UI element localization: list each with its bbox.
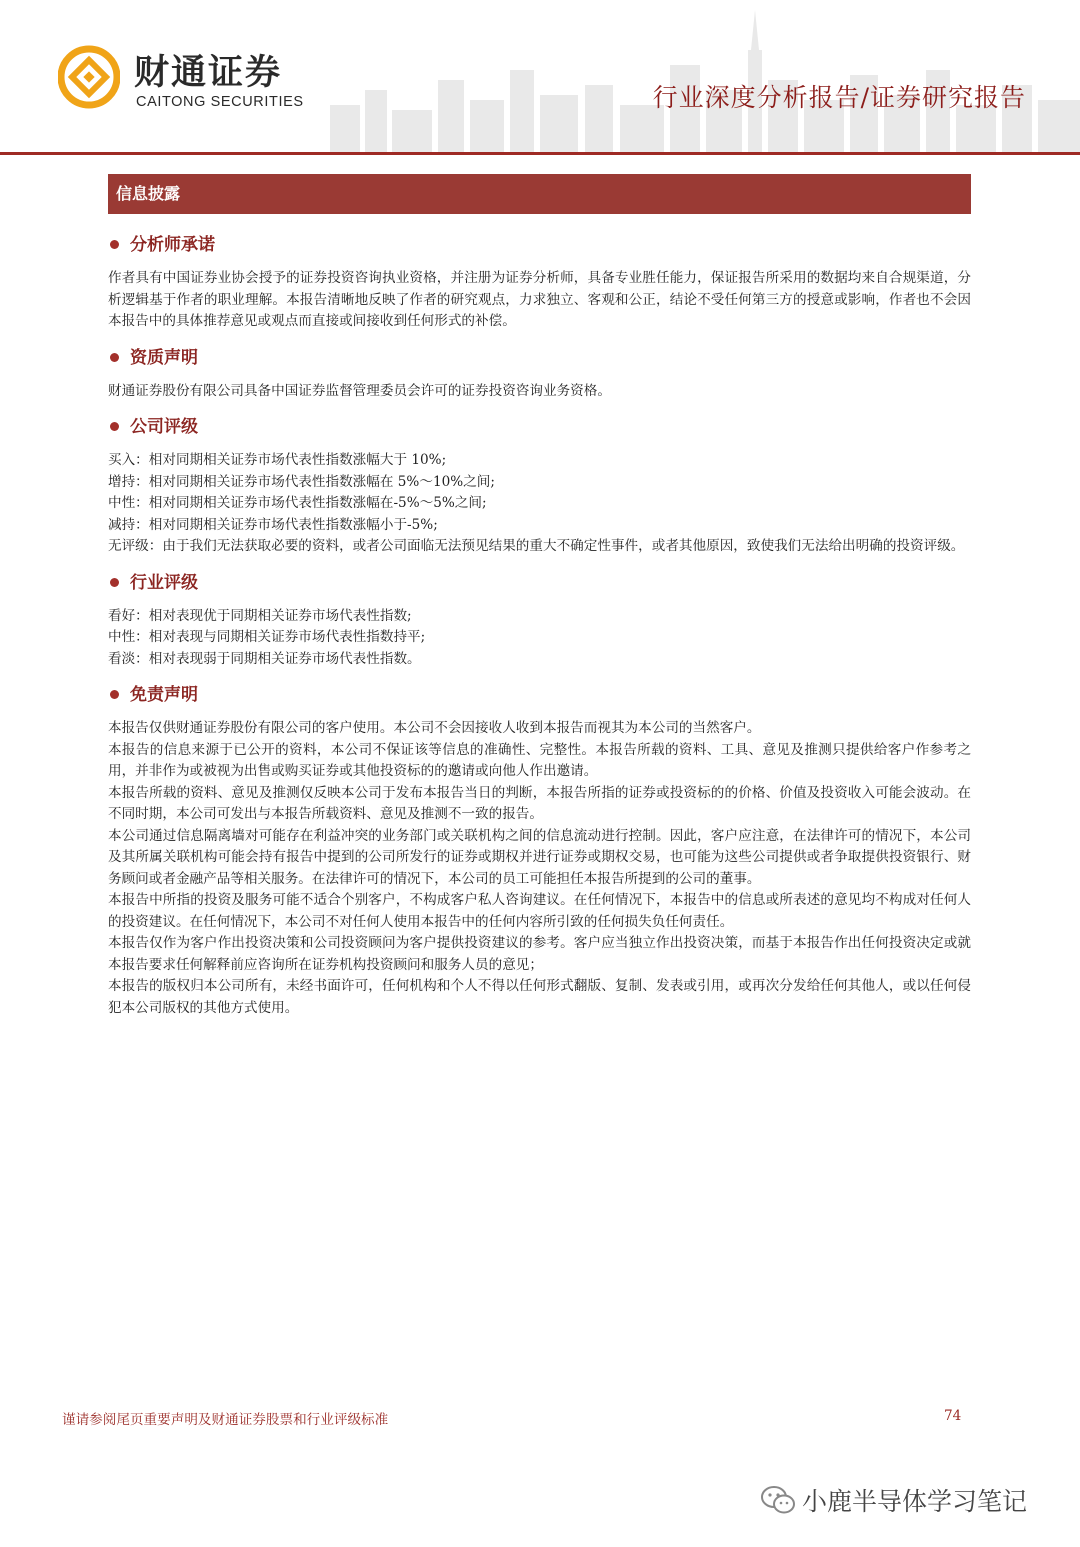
- logo-english-name: CAITONG SECURITIES: [136, 94, 304, 110]
- rating-line-buy: 买入：相对同期相关证券市场代表性指数涨幅大于 10%;: [108, 452, 447, 468]
- disclaimer-section: [108, 718, 971, 1019]
- bullet-icon: [110, 240, 119, 249]
- disclaimer-paragraph: 本报告仅作为客户作出投资决策和公司投资顾问为客户提供投资建议的参考。客户应当独立作出投资决策，而基于本报告作出任何投资决定或就本报告要求任何解释前应咨询所在证券机构投资顾问和服务人员的意见；: [108, 935, 971, 973]
- qualification-heading: [108, 343, 971, 373]
- company-rating-heading-text: 公司评级: [130, 417, 198, 437]
- disclaimer-paragraph: 本报告的信息来源于已公开的资料，本公司不保证该等信息的准确性、完整性。本报告所载的资料、工具、意见及推测只提供给客户作参考之用，并非作为或被视为出售或购买证券或其他投资标的的邀请或向他人作出邀请。: [108, 741, 971, 779]
- bullet-icon: [110, 422, 119, 431]
- disclaimer-heading-text: 免责声明: [130, 685, 198, 705]
- bullet-icon: [110, 690, 119, 699]
- industry-line-positive: 看好：相对表现优于同期相关证券市场代表性指数;: [108, 607, 412, 624]
- disclaimer-paragraph: 本报告的版权归本公司所有，未经书面许可，任何机构和个人不得以任何形式翻版、复制、发表或引用，或再次分发给任何其他人，或以任何侵犯本公司版权的其他方式使用。: [108, 978, 971, 1016]
- industry-line-neutral: 中性：相对表现与同期相关证券市场代表性指数持平;: [108, 629, 426, 645]
- rating-line-overweight: 增持：相对同期相关证券市场代表性指数涨幅在 5%～10%之间;: [108, 473, 495, 490]
- footer-note: 谨请参阅尾页重要声明及财通证券股票和行业评级标准: [62, 1412, 389, 1428]
- bullet-icon: [110, 578, 119, 587]
- disclaimer-paragraph: 本公司通过信息隔离墙对可能存在利益冲突的业务部门或关联机构之间的信息流动进行控制。因此，客户应注意，在法律许可的情况下，本公司及其所属关联机构可能会持有报告中提到的公司所发行的证券或期权并进行证券或期权交易，也可能为这些公司提供或者争取提供投资银行、财务顾问或者金融产品等相关服务。在法律许可的情况下，本公司的员工可能担任本报告所提到的公司的董事。: [108, 827, 971, 887]
- caitong-logo-icon: [58, 44, 120, 110]
- rating-line-reduce: 减持：相对同期相关证券市场代表性指数涨幅小于-5%;: [108, 516, 438, 533]
- page-header: [0, 0, 1080, 160]
- report-type-title: 行业深度分析报告/证券研究报告: [652, 83, 1026, 112]
- wechat-icon: [760, 1484, 796, 1516]
- industry-line-negative: 看淡：相对表现弱于同期相关证券市场代表性指数。: [108, 650, 421, 667]
- analyst-heading-text: 分析师承诺: [130, 235, 215, 255]
- logo-chinese-name: 财通证券: [134, 53, 283, 93]
- page-number: 74: [944, 1408, 962, 1424]
- industry-rating-heading-text: 行业评级: [130, 572, 198, 593]
- header-divider: [0, 152, 1080, 155]
- qualification-section: [108, 381, 971, 403]
- industry-rating-section: [108, 606, 971, 671]
- disclaimer-paragraph: 本报告仅供财通证券股份有限公司的客户使用。本公司不会因接收人收到本报告而视其为本公司的当然客户。: [108, 720, 761, 736]
- analyst-text: 作者具有中国证券业协会授予的证券投资咨询执业资格，并注册为证券分析师，具备专业胜任能力，保证报告所采用的数据均来自合规渠道，分析逻辑基于作者的职业理解。本报告清晰地反映了作者的研究观点，力求独立、客观和公正，结论不受任何第三方的授意或影响，作者也不会因本报告中的具体推荐意见或观点而直接或间接收到任何形式的补偿。: [108, 270, 971, 329]
- analyst-section: [108, 268, 971, 333]
- company-rating-section: [108, 450, 971, 558]
- rating-line-no-rating: 无评级：由于我们无法获取必要的资料，或者公司面临无法预见结果的重大不确定性事件，或者其他原因，致使我们无法给出明确的投资评级。: [108, 538, 965, 554]
- wechat-watermark: [760, 1480, 1027, 1520]
- disclosure-content: [108, 226, 971, 1029]
- watermark-text: 小鹿半导体学习笔记: [802, 1487, 1028, 1516]
- rating-line-neutral: 中性：相对同期相关证券市场代表性指数涨幅在-5%～5%之间;: [108, 495, 487, 511]
- section-title-bar: 信息披露: [108, 174, 971, 214]
- company-rating-heading: [108, 412, 971, 442]
- disclaimer-paragraph: 本报告所载的资料、意见及推测仅反映本公司于发布本报告当日的判断，本报告所指的证券或投资标的的价格、价值及投资收入可能会波动。在不同时期，本公司可发出与本报告所载资料、意见及推测不一致的报告。: [108, 784, 971, 822]
- qualification-heading-text: 资质声明: [130, 347, 198, 368]
- disclaimer-paragraph: 本报告中所指的投资及服务可能不适合个别客户，不构成客户私人咨询建议。在任何情况下，本报告中的信息或所表述的意见均不构成对任何人的投资建议。在任何情况下，本公司不对任何人使用本报告中的任何内容所引致的任何损失负任何责任。: [108, 892, 971, 930]
- industry-rating-heading: [108, 568, 971, 598]
- bullet-icon: [110, 353, 119, 362]
- disclaimer-heading: [108, 680, 971, 710]
- qualification-text: 财通证券股份有限公司具备中国证券监督管理委员会许可的证券投资咨询业务资格。: [108, 382, 611, 399]
- analyst-heading: [108, 230, 971, 260]
